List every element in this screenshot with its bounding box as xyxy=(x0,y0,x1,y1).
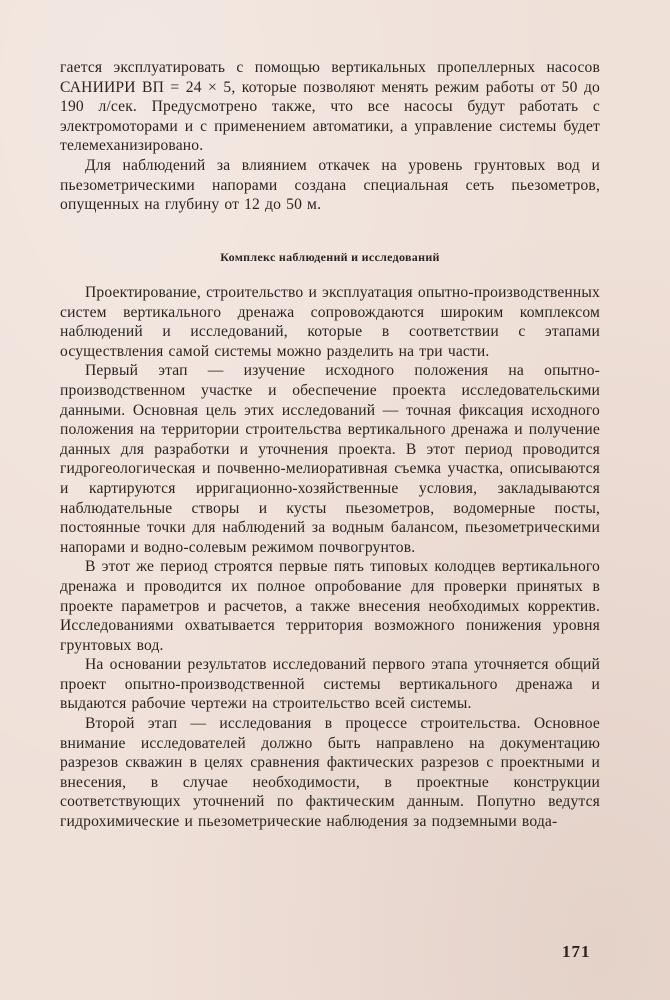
main-text-block xyxy=(60,283,600,832)
page-number: 171 xyxy=(562,942,591,961)
section-heading: Комплекс наблюдений и исследований xyxy=(220,250,440,264)
piezometer-paragraph: Для наблюдений за влиянием откачек на уровень грунтовых вод и пьезометрическими напорами создана специальная сеть пьезометров, опущенных на глубину от 12 до 50 м. xyxy=(60,156,600,214)
intro-paragraph: Проектирование, строительство и эксплуатация опытно-производственных систем вертикального дренажа сопровождаются широким комплексом наблюдений и исследований, которые в соответствии с этапами осуществления самой системы можно разделить на три части. xyxy=(60,284,600,360)
wells-paragraph: В этот же период строятся первые пять типовых колодцев вертикального дренажа и проводится их полное опробование для проверки принятых в проекте параметров и расчетов, а также внесения необходимых корректив. Исследованиями охватывается территория возможного понижения уровня грунтовых вод. xyxy=(60,558,600,654)
stage-one-paragraph: Первый этап — изучение исходного положения на опытно-производственном участке и обеспечение проекта исследовательскими данными. Основная цель этих исследований — точная фиксация исходного положения на территории строительства вертикального дренажа и получение данных для разработки и уточнения проекта. В этот период проводится гидрогеологическая и почвенно-мелиоративная съемка участка, описываются и картируются ирригационно-хозяйственные условия, закладываются наблюдательные створы и кусты пьезометров, водомерные посты, постоянные точки для наблюдений за водным балансом, пьезометрическими напорами и водно-солевым режимом почвогрунтов. xyxy=(60,362,600,556)
project-refinement-paragraph: На основании результатов исследований первого этапа уточняется общий проект опытно-производственной системы вертикального дренажа и выдаются рабочие чертежи на строительство всей системы. xyxy=(60,656,600,713)
stage-two-paragraph: Второй этап — исследования в процессе строительства. Основное внимание исследователей должно быть направлено на документацию разрезов скважин в целях сравнения фактических разрезов с проектными и внесения, в случае необходимости, в проектные конструкции соответствующих уточнений по фактическим данным. Попутно ведутся гидрохимические и пьезометрические наблюдения за подземными вода- xyxy=(60,715,600,831)
top-text-block xyxy=(60,58,600,215)
continuation-paragraph: гается эксплуатировать с помощью вертикальных пропеллерных насосов САНИИРИ ВП = 24 × 5, которые позволяют менять режим работы от 50 до 190 л/сек. Предусмотрено также, что все насосы будут работать с электромоторами и с применением автоматики, а управление системы будет телемеханизировано. xyxy=(60,59,600,155)
